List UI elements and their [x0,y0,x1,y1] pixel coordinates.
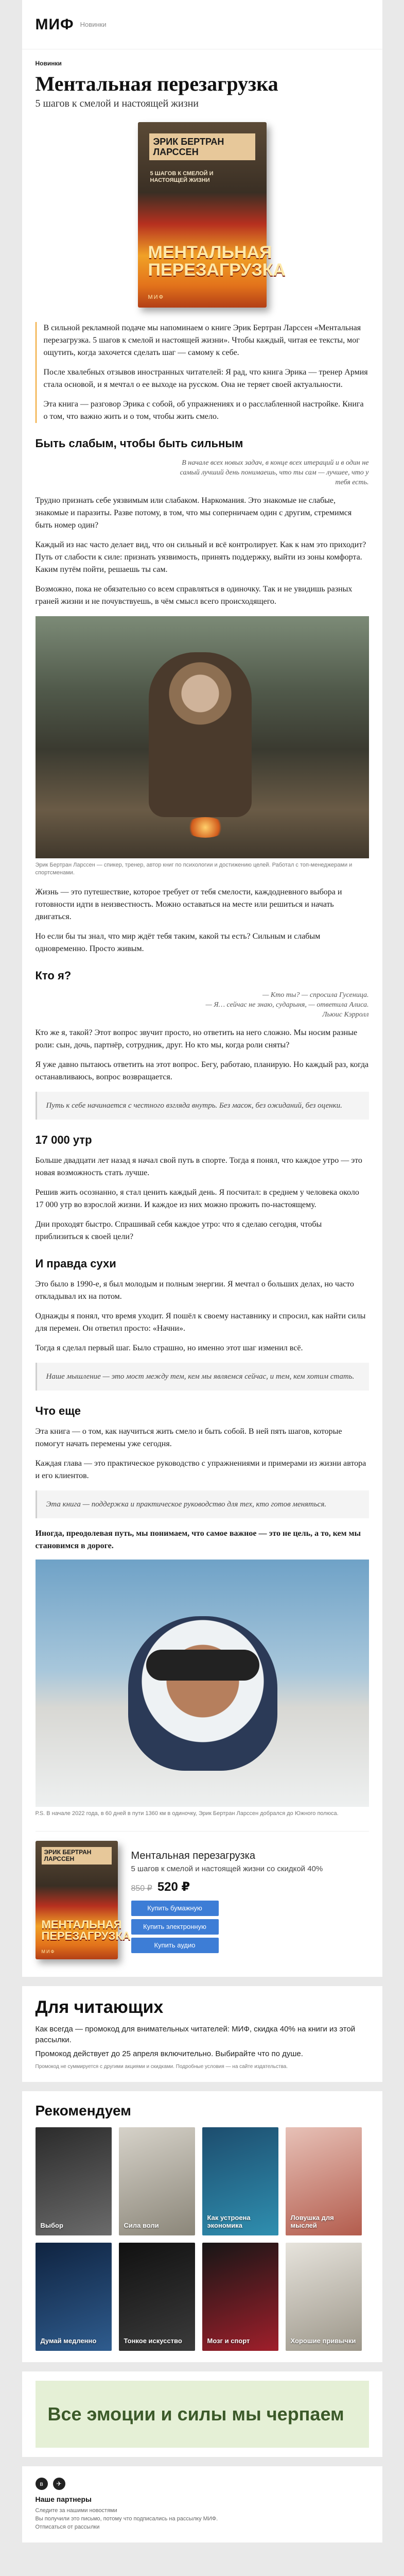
buy-book-cover[interactable] [36,1841,131,1959]
buy-description: 5 шагов к смелой и настоящей жизни со скидкой 40% [131,1865,323,1873]
telegram-icon[interactable]: ✈ [53,2478,65,2490]
book-cover-wrap [36,122,369,308]
social-links [36,2478,369,2490]
recommend-book-title: Как устроена экономика [207,2214,251,2229]
paragraph: Тогда я сделал первый шаг. Было страшно, но именно этот шаг изменил всё. [35,1344,303,1352]
pull-quote-text: Путь к себе начинается с честного взгляда внутрь. Без масок, без ожиданий, без оценки. [46,1101,342,1110]
paragraph: Это было в 1990-е, я был молодым и полным энергии. Я мечтал о больших делах, но часто откладывал их на потом. [35,1280,354,1301]
pull-quote [36,1363,369,1391]
pull-quote-text: Наше мышление — это мост между тем, кем мы являемся сейчас, и тем, кем хотим стать. [46,1372,355,1381]
recommend-book[interactable] [202,2243,278,2351]
book-author: ЭРИК БЕРТРАН ЛАРССЕН [149,133,255,160]
recommend-title: Рекомендуем [35,2103,131,2119]
pull-quote [36,1092,369,1120]
promo-banner[interactable] [36,2381,369,2448]
vk-icon[interactable]: в [36,2478,48,2490]
paragraph: Трудно признать себе уязвимым или слабаком. Наркомания. Это знакомые не слабые, знакомые и паразиты. Разве потому, в том, что мы соперничаем один с другим, стремимся быть номер один? [35,496,352,530]
paragraph: Эта книга — о том, как научиться жить смело и быть собой. В ней пять шагов, которые помогут начать перемены уже сегодня. [35,1427,342,1448]
pull-quote-text: Эта книга — поддержка и практическое руководство для тех, кто готов меняться. [46,1500,327,1509]
section-title: И правда сухи [35,1257,116,1270]
footer-text: Вы получили это письмо, потому что подписались на рассылку МИФ. [35,2516,218,2522]
recommend-book[interactable] [286,2127,362,2235]
paragraph: Кто же я, такой? Этот вопрос звучит просто, но ответить на него сложно. Мы носим разные роли: сын, дочь, партнёр, сотрудник, друг. Но кто мы, когда роли сняты? [35,1028,358,1049]
old-price: 850 ₽ [131,1884,152,1893]
book-author: ЭРИК БЕРТРАН ЛАРССЕН [42,1847,112,1865]
photo-caption: Эрик Бертран Ларссен — спикер, тренер, автор книг по психологии и достижению целей. Работал с топ-менеджерами и спортсменами. [35,862,353,876]
recommend-book-title: Выбор [40,2222,63,2229]
section-title: Быть слабым, чтобы быть сильным [35,437,243,450]
rubric: Новинки [35,60,62,67]
buy-title[interactable]: Ментальная перезагрузка [131,1850,255,1861]
recommend-book[interactable] [119,2243,195,2351]
promo-line: Промокод действует до 25 апреля включительно. Выбирайте что по душе. [35,2049,303,2058]
book-title: МЕНТАЛЬНАЯ ПЕРЕЗАГРУЗКА [41,1918,131,1942]
paragraph: Однажды я понял, что время уходит. Я пошёл к своему наставнику и спросил, как найти силы для перемен. Он ответил просто: «Начни». [35,1312,366,1333]
paragraph: Я уже давно пытаюсь ответить на этот вопрос. Бегу, работаю, планирую. Но каждый раз, когда останавливаюсь, вопрос возвращается. [35,1060,369,1081]
buy-block [36,1831,369,1959]
recommend-book-title: Ловушка для мыслей [290,2214,334,2229]
intro-block [36,322,369,423]
paragraph: Каждая глава — это практическое руководство с упражнениями и примерами из жизни автора и его клиентов. [35,1459,366,1480]
recommend-book[interactable] [36,2127,112,2235]
book-blurb: 5 ШАГОВ К СМЕЛОЙ И НАСТОЯЩЕЙ ЖИЗНИ [150,171,214,183]
paragraph: Жизнь — это путешествие, которое требует от тебя смелости, каждодневного выбора и готовности идти в неизвестность. Можно оставаться на месте или решиться и начать двигаться. [35,888,342,921]
recommend-book-title: Тонкое искусство [124,2337,182,2345]
intro-paragraph: В сильной рекламной подаче мы напоминаем о книге Эрик Бертран Ларссен «Ментальная перезагрузка. 5 шагов к смелой и настоящей жизни». Чтобы каждый, читая ее тексты, мог ощутить, когда захочется сделать шаг — самому к себе. [43,324,361,357]
recommend-section [22,2091,382,2362]
nav-link-new[interactable]: Новинки [80,21,107,28]
footer-title: Наше партнеры [35,2495,92,2503]
paragraph: Но если бы ты знал, что мир ждёт тебя таким, какой ты есть? Сильным и слабым одновременно. Просто живым. [35,932,321,953]
recommend-book[interactable] [36,2243,112,2351]
buy-info [131,1841,323,1959]
pull-quote [36,1490,369,1518]
photo-caption: Р.S. В начале 2022 года, в 60 дней в пути 1360 км в одиночку, Эрик Бертран Ларссен добрался до Южного полюса. [35,1810,339,1817]
paragraph: Каждый из нас часто делает вид, что он сильный и всё контролирует. Как к нам это приходит? Путь от слабости к силе: признать уязвимость, принять поддержку, выйти из зоны комфорта. Каким путём пойти, решаешь ты сам. [35,540,366,574]
recommend-book-title: Мозг и спорт [207,2337,250,2345]
footer-link[interactable]: Следите за нашими новостями [35,2507,117,2514]
section-title: Что еще [35,1404,81,1417]
section-title: Кто я? [35,969,72,982]
recommend-book-title: Хорошие привычки [290,2337,356,2345]
author-photo-campfire [36,616,369,858]
book-cover[interactable] [138,122,286,308]
book-publisher: МИФ [41,1949,56,1954]
section-title: 17 000 утр [35,1133,92,1146]
recommend-book[interactable] [202,2127,278,2235]
book-title: МЕНТАЛЬНАЯ ПЕРЕЗАГРУЗКА [148,243,286,280]
book-publisher: МИФ [148,294,164,300]
logo[interactable]: МИФ [35,15,74,33]
intro-paragraph: Эта книга — разговор Эрика с собой, об упражнениях и о расслабленной настройке. Книга о том, что важно жить и о том, чтобы жить смело. [43,400,364,421]
banner-section [22,2371,382,2457]
campfire [185,817,226,838]
price [131,1879,323,1894]
recommend-book[interactable] [119,2127,195,2235]
header [22,0,382,49]
banner-text: Все эмоции и силы мы черпаем [47,2403,344,2425]
buy-audio-button[interactable]: Купить аудио [131,1938,219,1953]
paragraph: Больше двадцати лет назад я начал свой путь в спорте. Тогда я понял, что каждое утро — это новая возможность стать лучше. [35,1156,362,1177]
article-card [22,0,382,1977]
recommend-grid [36,2127,369,2351]
author-photo-polar [36,1560,369,1807]
promo-line: Как всегда — промокод для внимательных читателей: МИФ, скидка 40% на книги из этой рассылки. [35,2025,356,2044]
new-price: 520 ₽ [157,1880,190,1894]
recommend-book[interactable] [286,2243,362,2351]
article-subtitle: 5 шагов к смелой и настоящей жизни [35,98,199,109]
buy-ebook-button[interactable]: Купить электронную [131,1919,219,1935]
paragraph: Возможно, пока не обязательно со всем справляться в одиночку. Так и не увидишь разных граней жизни и не почувствуешь, в чём смысл всего происходящего. [35,585,353,606]
goggles [146,1650,259,1681]
epigraph: В начале всех новых задач, в конце всех итераций и в один не самый лучший день понимаешь, что ты сам — лучшее, что у тебя есть. [180,459,369,486]
author-face [128,1616,277,1771]
article-title: Ментальная перезагрузка [35,72,278,95]
paragraph: Дни проходят быстро. Спрашивай себя каждое утро: что я сделаю сегодня, чтобы приблизиться к своей цели? [35,1220,322,1241]
buy-paper-button[interactable]: Купить бумажную [131,1901,219,1916]
promo-title: Для читающих [35,1997,164,2017]
article-body [22,49,382,1977]
promo-section [22,1986,382,2082]
epigraph: — Кто ты? — спросила Гусеница. — Я… сейчас не знаю, сударыня, — ответила Алиса. Льюис Кэрролл [205,991,369,1019]
author-figure [149,652,252,817]
recommend-book-title: Сила воли [124,2222,159,2229]
recommend-book-title: Думай медленно [40,2337,97,2345]
intro-paragraph: После хвалебных отзывов иностранных читателей: Я рад, что книга Эрика — тренер Армия стала основой, и я мечтал о ее выходе на русском. Она не теряет своей актуальности. [43,368,368,389]
bold-paragraph: Иногда, преодолевая путь, мы понимаем, что самое важное — это не цель, а то, кем мы становимся в дороге. [35,1529,361,1550]
unsubscribe-link[interactable]: Отписаться от рассылки [35,2524,100,2530]
paragraph: Решив жить осознанно, я стал ценить каждый день. Я посчитал: в среднем у человека около 17 000 утр во взрослой жизни. И каждое из них можно прожить по-настоящему. [35,1188,359,1209]
promo-fine-print: Промокод не суммируется с другими акциями и скидками. Подробные условия — на сайте издательства. [35,2064,288,2070]
footer [22,2466,382,2543]
